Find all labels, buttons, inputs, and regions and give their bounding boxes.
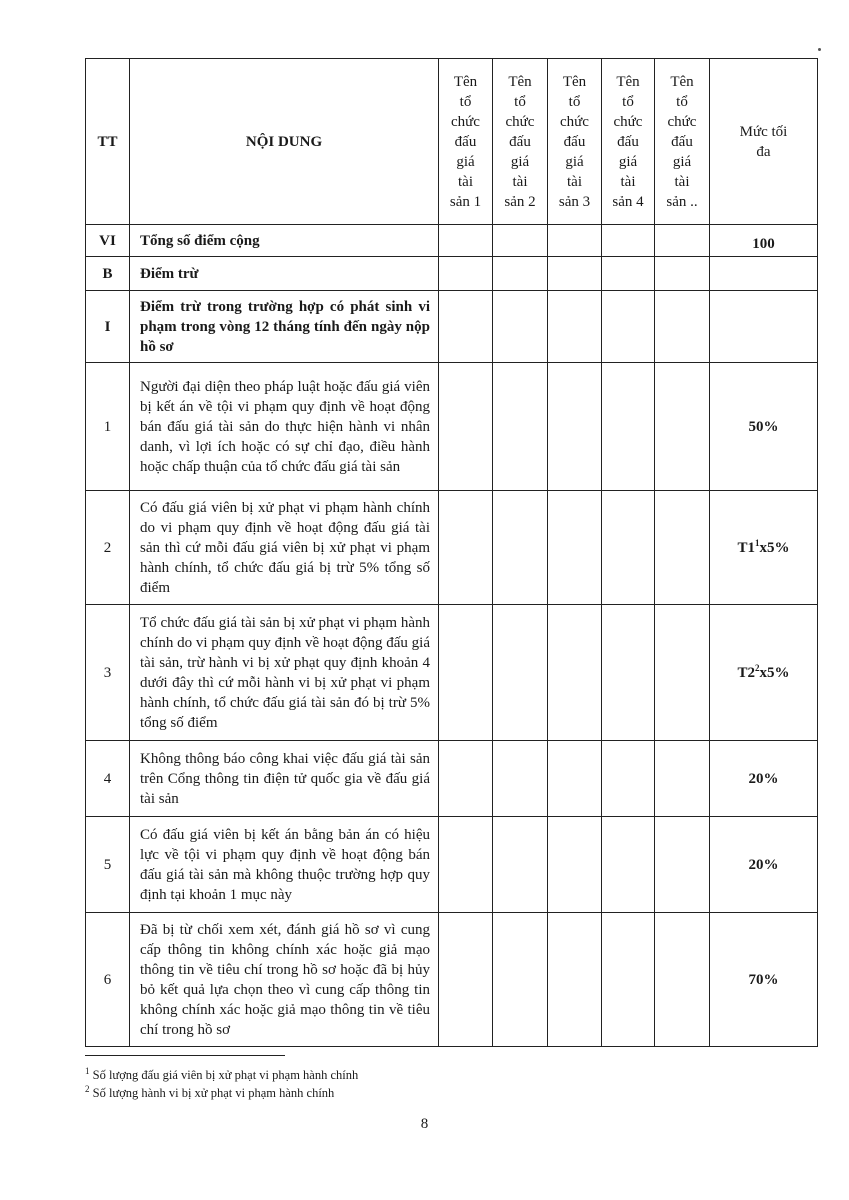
row-content: Tổng số điểm cộng [130,225,439,257]
table-row-5 [86,817,818,913]
row-max: 20% [710,741,818,817]
row-content: Người đại diện theo pháp luật hoặc đấu giá viên bị kết án về tội vi phạm quy định về hoạt động bán đấu giá tài sản do thực hiện hành vi nhân danh, vì lợi ích hoặc có sự chỉ đạo, điều hành hoặc chấp thuận của tổ chức đấu giá tài sản [130,363,439,491]
score-cell [602,491,655,605]
score-cell [655,913,710,1047]
row-number: VI [86,225,130,257]
row-number: 5 [86,817,130,913]
row-content: Có đấu giá viên bị kết án bằng bản án có hiệu lực về tội vi phạm quy định về hoạt động bán đấu giá tài sản mà không thuộc trường hợp quy định tại khoản 1 mục này [130,817,439,913]
row-content: Đã bị từ chối xem xét, đánh giá hồ sơ vì cung cấp thông tin không chính xác hoặc giả mạo thông tin về tiêu chí trong hồ sơ hoặc đã bị hủy bỏ kết quả lựa chọn theo vì cung cấp thông tin không chính xác hoặc giả mạo thông tin về tiêu chí trong hồ sơ [130,913,439,1047]
table-row-vi [86,225,818,257]
row-content: Có đấu giá viên bị xử phạt vi phạm hành chính do vi phạm quy định về hoạt động đấu giá tài sản thì cứ mỗi đấu giá viên bị xử phạt vi phạm hành chính, tổ chức đấu giá bị trừ 5% tổng số điểm [130,491,439,605]
footnote-separator [85,1055,285,1056]
header-org-4: Tên tổ chức đấu giá tài sản 4 [602,59,655,225]
score-cell [602,741,655,817]
score-cell [493,291,548,363]
row-content: Không thông báo công khai việc đấu giá tài sản trên Cổng thông tin điện tử quốc gia về đấu giá tài sản [130,741,439,817]
score-cell [439,291,493,363]
row-number: 6 [86,913,130,1047]
score-cell [548,491,602,605]
row-max: $T2^2x5\%$ [710,605,818,741]
score-cell [548,605,602,741]
score-cell [655,363,710,491]
row-max: 100 [710,225,818,257]
score-cell [548,225,602,257]
score-cell [493,363,548,491]
score-cell [602,225,655,257]
row-content: Điểm trừ trong trường hợp có phát sinh vi phạm trong vòng 12 tháng tính đến ngày nộp hồ sơ [130,291,439,363]
score-cell [655,257,710,291]
score-cell [602,363,655,491]
header-max: Mức tối đa [710,59,818,225]
row-content: Tổ chức đấu giá tài sản bị xử phạt vi phạm hành chính do vi phạm quy định về hoạt động đấu giá tài sản, trừ hành vi bị xử phạt quy định khoản 4 dưới đây thì cứ mỗi hành vi bị xử phạt vi phạm hành chính, tổ chức đấu giá tài sản đó bị trừ 5% tổng số điểm [130,605,439,741]
score-cell [493,605,548,741]
scoring-table [85,58,818,1047]
row-number: 2 [86,491,130,605]
score-cell [493,491,548,605]
score-cell [493,225,548,257]
footnotes [85,1066,358,1102]
score-cell [655,491,710,605]
header-org-2: Tên tổ chức đấu giá tài sản 2 [493,59,548,225]
footnote-1: $^1$ Số lượng đấu giá viên bị xử phạt vi phạm hành chính [85,1065,359,1082]
table-row-1 [86,363,818,491]
page-number: 8 [420,1116,429,1132]
header-tt: TT [86,59,130,225]
score-cell [548,257,602,291]
header-content: NỘI DUNG [130,59,439,225]
score-cell [439,605,493,741]
table-header-row [86,59,818,225]
table-row-3 [86,605,818,741]
row-content: Điểm trừ [130,257,439,291]
row-number: 1 [86,363,130,491]
table-row-6 [86,913,818,1047]
score-cell [602,291,655,363]
score-cell [493,257,548,291]
row-number: 4 [86,741,130,817]
row-max: 70% [710,913,818,1047]
row-max: 50% [710,363,818,491]
table-row-2 [86,491,818,605]
score-cell [493,741,548,817]
score-cell [439,741,493,817]
score-cell [602,913,655,1047]
row-number: B [86,257,130,291]
score-cell [439,363,493,491]
score-cell [548,363,602,491]
score-cell [493,913,548,1047]
score-cell [439,491,493,605]
header-org-1: Tên tổ chức đấu giá tài sản 1 [439,59,493,225]
score-cell [439,817,493,913]
table-row-4 [86,741,818,817]
score-cell [548,913,602,1047]
score-cell [548,817,602,913]
score-cell [439,225,493,257]
score-cell [655,817,710,913]
score-cell [655,225,710,257]
score-cell [655,741,710,817]
score-cell [602,817,655,913]
header-org-3: Tên tổ chức đấu giá tài sản 3 [548,59,602,225]
row-max [710,257,818,291]
score-cell [548,741,602,817]
row-number: 3 [86,605,130,741]
score-cell [602,257,655,291]
score-cell [655,605,710,741]
score-cell [602,605,655,741]
score-cell [439,913,493,1047]
table-row-b [86,257,818,291]
score-cell [439,257,493,291]
score-cell [548,291,602,363]
scan-speck [818,48,821,51]
row-max [710,291,818,363]
score-cell [493,817,548,913]
table-row-i [86,291,818,363]
header-org-5: Tên tổ chức đấu giá tài sản .. [655,59,710,225]
footnote-2: $^2$ Số lượng hành vi bị xử phạt vi phạm hành chính [85,1083,335,1100]
score-cell [655,291,710,363]
row-number: I [86,291,130,363]
row-max: 20% [710,817,818,913]
row-max: $T1^1x5\%$ [710,491,818,605]
